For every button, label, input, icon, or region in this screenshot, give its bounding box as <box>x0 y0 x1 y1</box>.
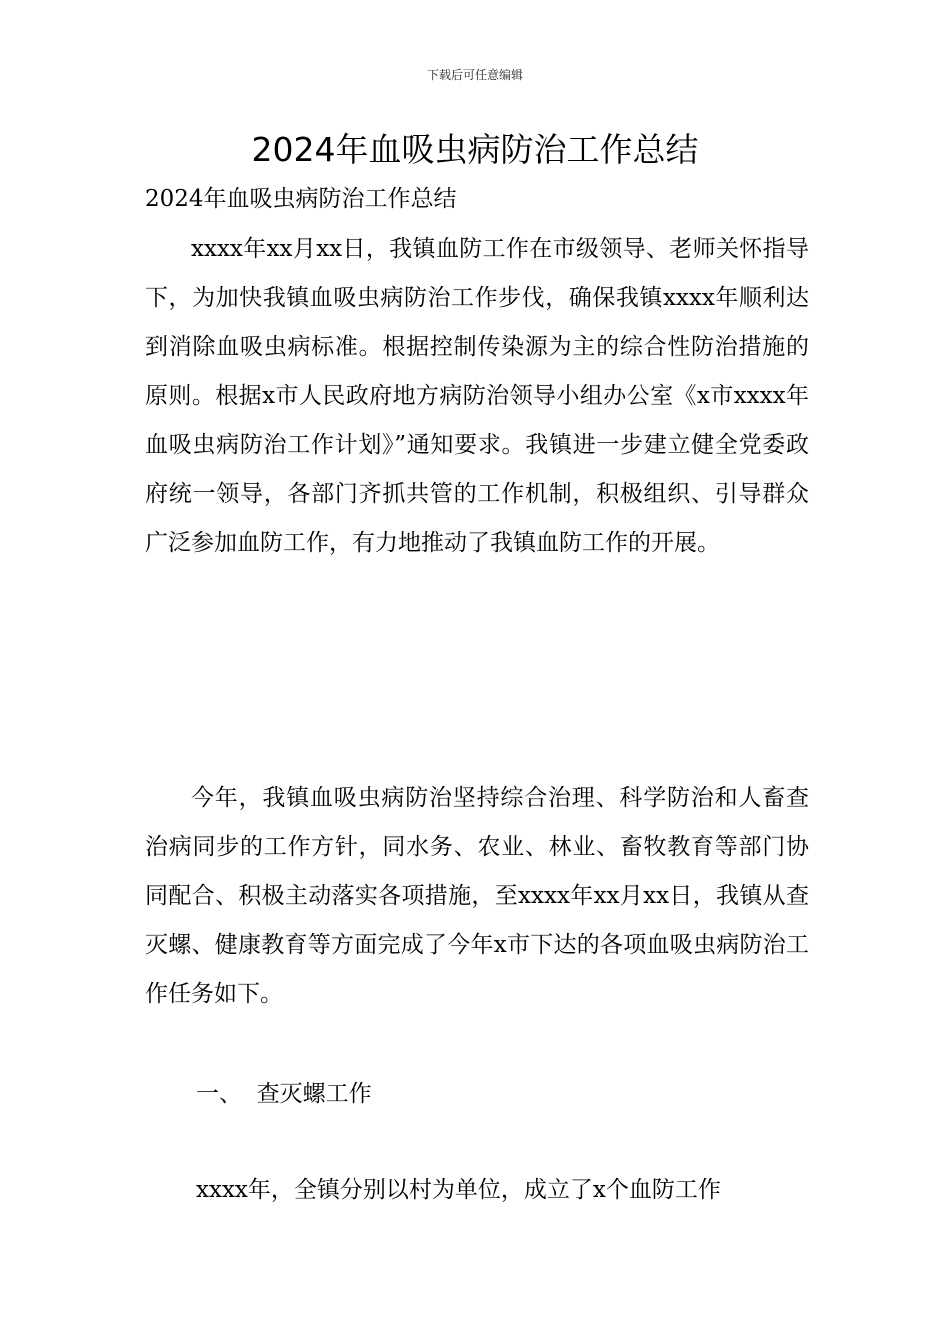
document-subtitle: 2024年血吸虫病防治工作总结 <box>145 186 457 212</box>
body-paragraph-2: 今年，我镇血吸虫病防治坚持综合治理、科学防治和人畜查治病同步的工作方针，同水务、农业、林业、畜牧教育等部门协同配合、积极主动落实各项措施，至xxxx年xx月xx日，我镇从查灭螺、健康教育等方面完成了今年x市下达的各项血吸虫病防治工作任务如下。 <box>145 785 809 1007</box>
section-heading: 一、 查灭螺工作 <box>196 1081 372 1107</box>
section-paragraph: xxxx年，全镇分别以村为单位，成立了x个血防工作 <box>196 1177 721 1203</box>
document-title: 2024年血吸虫病防治工作总结 <box>251 130 699 169</box>
header-note: 下载后可任意编辑 <box>426 68 523 82</box>
body-paragraph-1: xxxx年xx月xx日，我镇血防工作在市级领导、老师关怀指导下，为加快我镇血吸虫病防治工作步伐，确保我镇xxxx年顺利达到消除血吸虫病标准。根据控制传染源为主的综合性防治措施的原则。根据x市人民政府地方病防治领导小组办公室《x市xxxx年血吸虫病防治工作计划》”通知要求。我镇进一步建立健全党委政府统一领导，各部门齐抓共管的工作机制，积极组织、引导群众广泛参加血防工作，有力地推动了我镇血防工作的开展。 <box>145 236 809 556</box>
